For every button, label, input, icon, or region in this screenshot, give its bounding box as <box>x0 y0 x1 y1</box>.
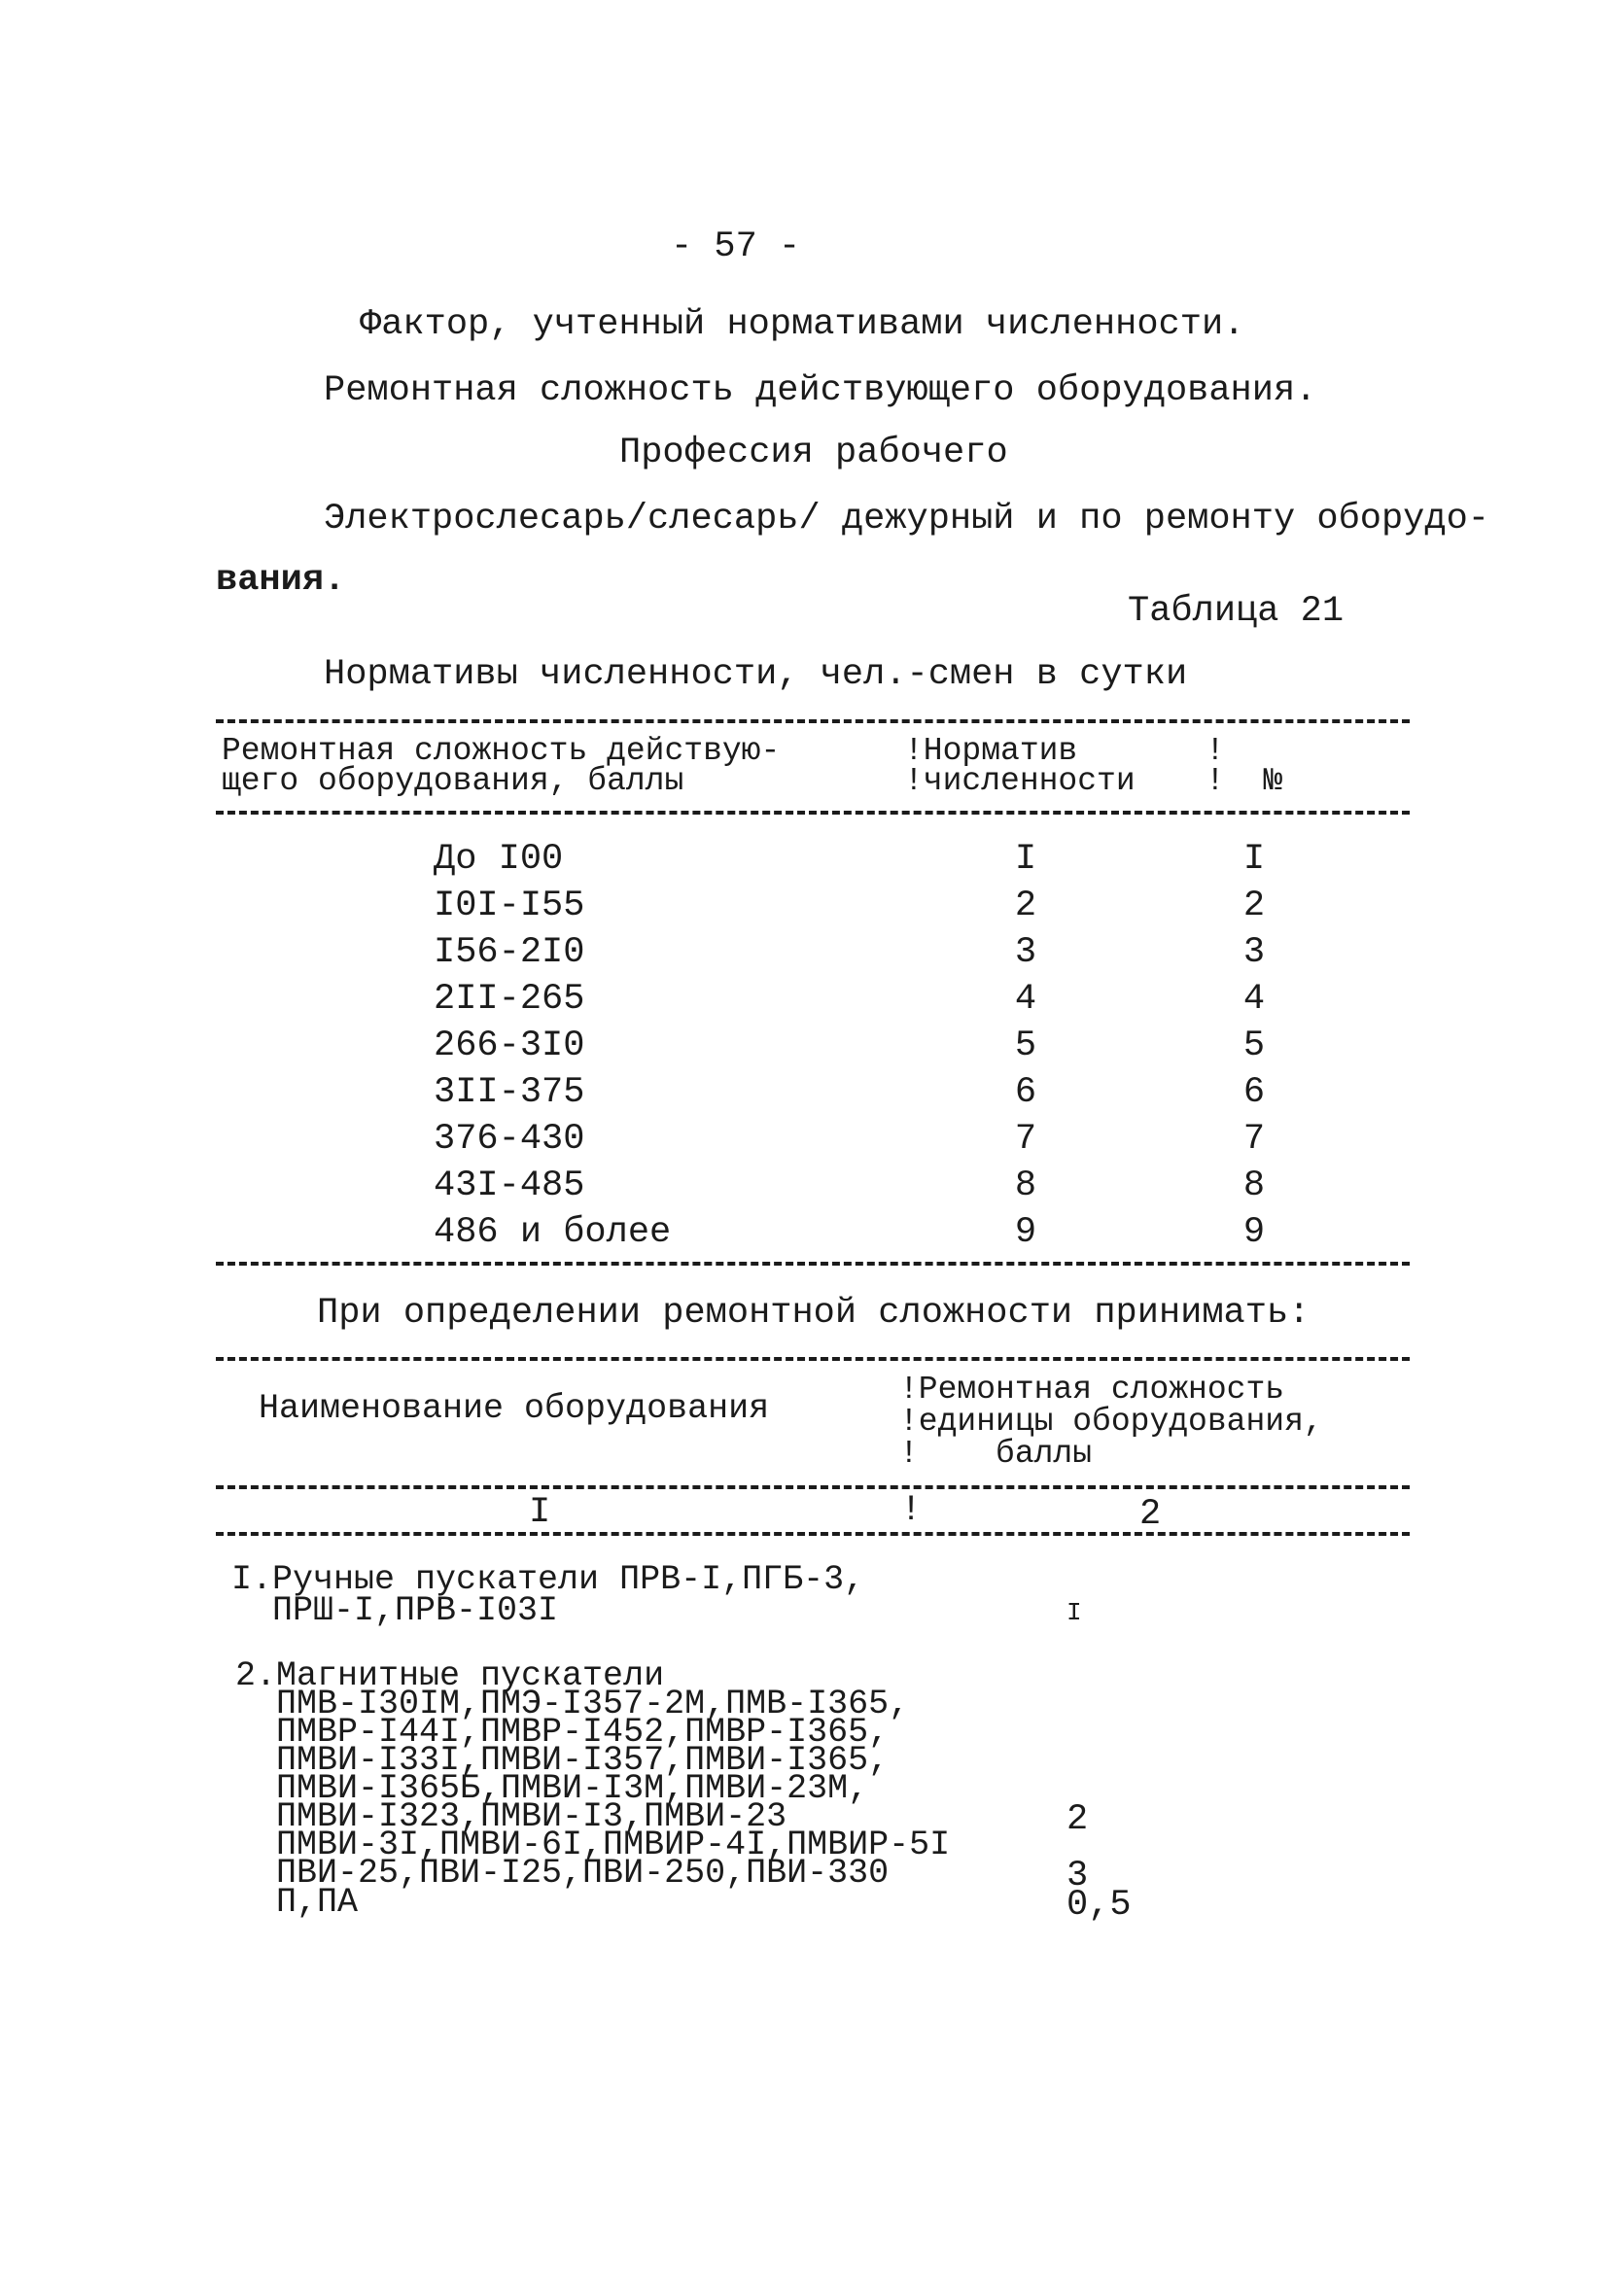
cell-norm: 5 <box>1014 1026 1037 1066</box>
cell-number: 6 <box>1242 1072 1266 1113</box>
column-number-2: 2 <box>1139 1494 1162 1535</box>
header-norm-line-2: !численности <box>904 763 1136 799</box>
complexity-value: 2 <box>1066 1799 1089 1840</box>
cell-norm: 2 <box>1014 886 1037 926</box>
cell-range: 486 и более <box>434 1212 672 1253</box>
cell-range: 266-3I0 <box>434 1026 585 1066</box>
profession-line-2: вания. <box>216 560 346 601</box>
complexity-value: I <box>1066 1598 1082 1627</box>
list-item: I.Ручные пускатели ПРВ-I,ПГБ-3, <box>231 1560 865 1599</box>
complexity-value: 0,5 <box>1066 1885 1132 1926</box>
cell-number: 2 <box>1242 886 1266 926</box>
list-item: ПМВИ-I323,ПМВИ-I3,ПМВИ-23 <box>235 1797 787 1836</box>
cell-number: 4 <box>1242 979 1266 1020</box>
cell-norm: 8 <box>1014 1165 1037 1206</box>
header-repair-complexity-line-3: ! баллы <box>899 1436 1093 1472</box>
profession-label: Профессия рабочего <box>619 433 1008 473</box>
header-equipment-name: Наименование оборудования <box>259 1389 770 1428</box>
header-complexity-line-1: Ремонтная сложность действую- <box>222 733 781 769</box>
list-item: ПМВИ-3I,ПМВИ-6I,ПМВИР-4I,ПМВИР-5I <box>235 1826 951 1864</box>
cell-norm: 7 <box>1014 1119 1037 1160</box>
list-item: ПМВИ-I33I,ПМВИ-I357,ПМВИ-I365, <box>235 1741 890 1780</box>
column-number-1: I <box>529 1492 551 1533</box>
column-separator: ! <box>900 1490 923 1531</box>
table-rule-bottom <box>216 1262 1410 1266</box>
cell-number: 5 <box>1242 1026 1266 1066</box>
cell-range: I0I-I55 <box>434 886 585 926</box>
list-item: ПРШ-I,ПРВ-I03I <box>231 1591 559 1630</box>
list-item: П,ПА <box>235 1883 359 1922</box>
cell-norm: I <box>1014 839 1037 880</box>
table-rule-header <box>216 811 1410 815</box>
header-number-line-2: ! № <box>1206 763 1283 799</box>
cell-norm: 9 <box>1014 1212 1037 1253</box>
cell-range: 2II-265 <box>434 979 585 1020</box>
header-complexity-line-2: щего оборудования, баллы <box>222 763 684 799</box>
cell-range: 3II-375 <box>434 1072 585 1113</box>
header-norm-line-1: !Норматив <box>904 733 1078 769</box>
factor-name: Ремонтная сложность действующего оборудования. <box>324 370 1317 411</box>
list-item: ПМВ-I30IМ,ПМЭ-I357-2М,ПМВ-I365, <box>235 1685 910 1723</box>
list-item: ПВИ-25,ПВИ-I25,ПВИ-250,ПВИ-330 <box>235 1854 890 1893</box>
page-number: - 57 - <box>671 226 801 267</box>
cell-range: I56-2I0 <box>434 932 585 973</box>
table2-rule-header <box>216 1485 1410 1489</box>
cell-range: 43I-485 <box>434 1165 585 1206</box>
header-repair-complexity-line-1: !Ремонтная сложность <box>899 1372 1285 1408</box>
cell-norm: 6 <box>1014 1072 1037 1113</box>
cell-number: 8 <box>1242 1165 1266 1206</box>
table-rule-top <box>216 719 1410 723</box>
cell-number: I <box>1242 839 1266 880</box>
list-item: 2.Магнитные пускатели <box>235 1656 665 1695</box>
header-number-line-1: ! <box>1206 733 1225 769</box>
profession-line-1: Электрослесарь/слесарь/ дежурный и по ремонту оборудо- <box>324 499 1489 539</box>
table-label: Таблица 21 <box>1128 591 1345 632</box>
header-repair-complexity-line-2: !единицы оборудования, <box>899 1404 1323 1440</box>
list-item: ПМВР-I44I,ПМВР-I452,ПМВР-I365, <box>235 1713 890 1752</box>
cell-range: До I00 <box>434 839 564 880</box>
cell-norm: 3 <box>1014 932 1037 973</box>
table2-rule-top <box>216 1357 1410 1361</box>
table-title: Нормативы численности, чел.-смен в сутки <box>324 654 1188 695</box>
cell-number: 9 <box>1242 1212 1266 1253</box>
cell-norm: 4 <box>1014 979 1037 1020</box>
cell-range: 376-430 <box>434 1119 585 1160</box>
factor-line: Фактор, учтенный нормативами численности. <box>360 304 1245 345</box>
complexity-note: При определении ремонтной сложности принимать: <box>317 1293 1311 1334</box>
cell-number: 7 <box>1242 1119 1266 1160</box>
complexity-value: 3 <box>1066 1856 1089 1896</box>
list-item: ПМВИ-I365Б,ПМВИ-I3М,ПМВИ-23М, <box>235 1769 869 1808</box>
table2-rule-colnums <box>216 1532 1410 1536</box>
cell-number: 3 <box>1242 932 1266 973</box>
